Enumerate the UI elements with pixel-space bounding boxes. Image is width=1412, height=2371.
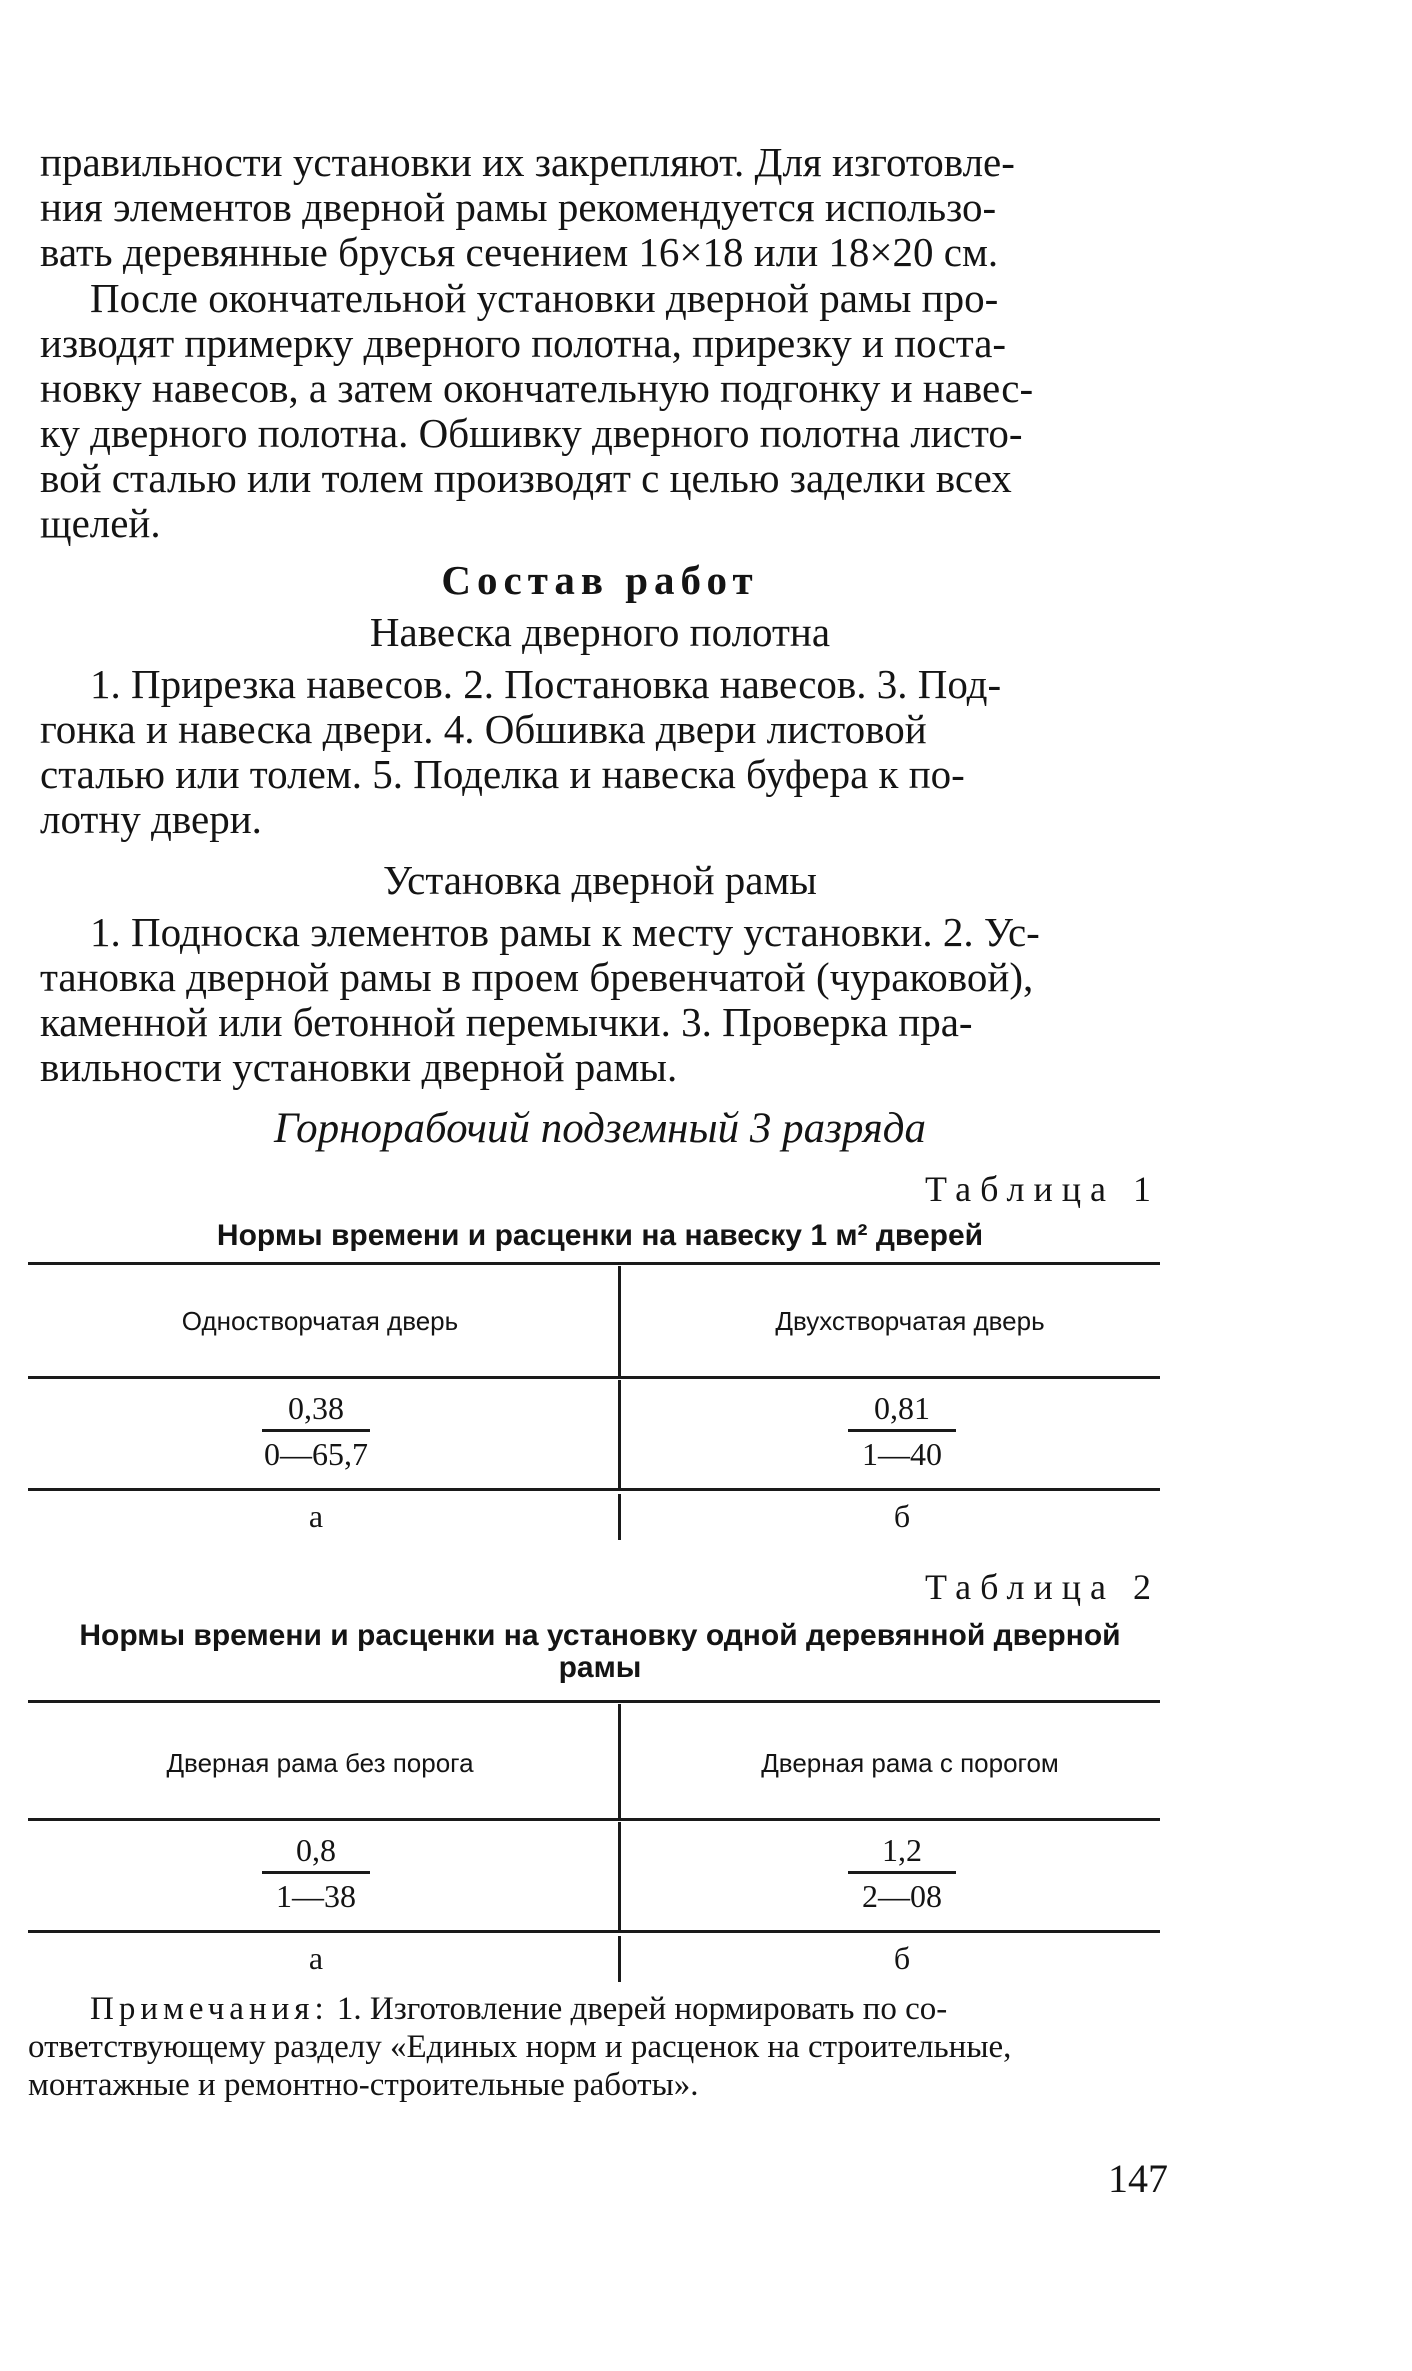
price-rate: 2—08 xyxy=(862,1878,942,1914)
footnote-label: Примечания: xyxy=(90,1991,329,2027)
text-line: вильности установки дверной рамы. xyxy=(40,1044,678,1090)
text-line: вать деревянные брусья сечением 16×18 или 18×20 см. xyxy=(40,229,999,275)
table2-title-line: рамы xyxy=(558,1651,642,1684)
table2-column-divider xyxy=(618,1822,621,1930)
table1-col1-value xyxy=(216,1390,416,1473)
text-line: ку дверного полотна. Обшивку дверного полотна листо- xyxy=(40,410,1023,456)
price-rate: 1—38 xyxy=(276,1878,356,1914)
time-norm: 0,8 xyxy=(262,1832,370,1874)
table2-col1-header: Дверная рама без порога xyxy=(166,1748,474,1778)
table1-title: Нормы времени и расценки на навеску 1 м² дверей xyxy=(216,1219,984,1252)
text-line: каменной или бетонной перемычки. 3. Проверка пра- xyxy=(40,999,973,1045)
text-line: тановка дверной рамы в проем бревенчатой (чураковой), xyxy=(40,954,1034,1000)
table2-column-divider xyxy=(618,1936,621,1982)
table2-header-rule xyxy=(28,1818,1160,1821)
footnote-line: монтажные и ремонтно-строительные работы». xyxy=(28,2067,699,2103)
text-line: сталью или толем. 5. Поделка и навеска буфера к по- xyxy=(40,751,965,797)
subsection-title-frame-install: Установка дверной рамы xyxy=(383,857,817,903)
table2-col2-letter: б xyxy=(893,1940,911,1976)
time-norm: 1,2 xyxy=(848,1832,956,1874)
table1-col1-letter: а xyxy=(308,1498,324,1534)
procedure-paragraph xyxy=(40,276,1160,546)
table1-column-divider xyxy=(618,1494,621,1540)
footnote-line xyxy=(28,1990,1160,2028)
table1-bottom-rule xyxy=(28,1488,1160,1491)
worker-grade: Горнорабочий подземный 3 разряда xyxy=(273,1105,927,1152)
text-line: гонка и навеска двери. 4. Обшивка двери листовой xyxy=(40,706,927,752)
table2-col1-value xyxy=(216,1832,416,1915)
table1-col2-value xyxy=(802,1390,1002,1473)
table2-top-rule xyxy=(28,1700,1160,1703)
footnote xyxy=(28,1990,1160,2104)
table1-header-rule xyxy=(28,1376,1160,1379)
table2-col2-header: Дверная рама с порогом xyxy=(761,1748,1059,1778)
time-norm: 0,38 xyxy=(262,1390,370,1432)
text-line: правильности установки их закрепляют. Для изготовле- xyxy=(40,139,1015,185)
table1-col1-header: Одностворчатая дверь xyxy=(181,1306,459,1336)
section-title: Состав работ xyxy=(441,557,759,603)
table1-col2-header: Двухстворчатая дверь xyxy=(775,1306,1045,1336)
table2-title xyxy=(40,1620,1160,1684)
text-line: После окончательной установки дверной рамы про- xyxy=(90,275,999,321)
footnote-line: ответствующему разделу «Единых норм и расценок на строительные, xyxy=(28,2029,1012,2065)
text-line: лотну двери. xyxy=(40,796,262,842)
table2-column-divider xyxy=(618,1704,621,1818)
text-line: новку навесов, а затем окончательную подгонку и навес- xyxy=(40,365,1034,411)
text-line: ния элементов дверной рамы рекомендуется использо- xyxy=(40,184,997,230)
intro-paragraph xyxy=(40,140,1160,275)
table2-bottom-rule xyxy=(28,1930,1160,1933)
page-number: 147 xyxy=(1108,2156,1168,2201)
frame-install-steps xyxy=(40,910,1160,1090)
table2-label: Таблица 2 xyxy=(925,1567,1160,1607)
table1-column-divider xyxy=(618,1266,621,1376)
footnote-text: 1. Изготовление дверей нормировать по со- xyxy=(328,1991,948,2027)
time-norm: 0,81 xyxy=(848,1390,956,1432)
text-line: 1. Прирезка навесов. 2. Постановка навесов. 3. Под- xyxy=(90,661,1002,707)
table1-col2-letter: б xyxy=(893,1498,911,1534)
price-rate: 1—40 xyxy=(862,1436,942,1472)
table2-col1-letter: а xyxy=(308,1940,324,1976)
table1-top-rule xyxy=(28,1262,1160,1265)
subsection-title-door-hanging: Навеска дверного полотна xyxy=(369,609,831,655)
text-line: изводят примерку дверного полотна, прирезку и поста- xyxy=(40,320,1007,366)
price-rate: 0—65,7 xyxy=(264,1436,368,1472)
text-line: 1. Подноска элементов рамы к месту установки. 2. Ус- xyxy=(90,909,1040,955)
table1-column-divider xyxy=(618,1380,621,1488)
table2-col2-value xyxy=(802,1832,1002,1915)
text-line: вой сталью или толем производят с целью заделки всех xyxy=(40,455,1012,501)
text-line: щелей. xyxy=(40,500,161,546)
door-hanging-steps xyxy=(40,662,1160,842)
table1-label: Таблица 1 xyxy=(925,1169,1160,1209)
table2-title-line: Нормы времени и расценки на установку одной деревянной дверной xyxy=(79,1619,1121,1652)
